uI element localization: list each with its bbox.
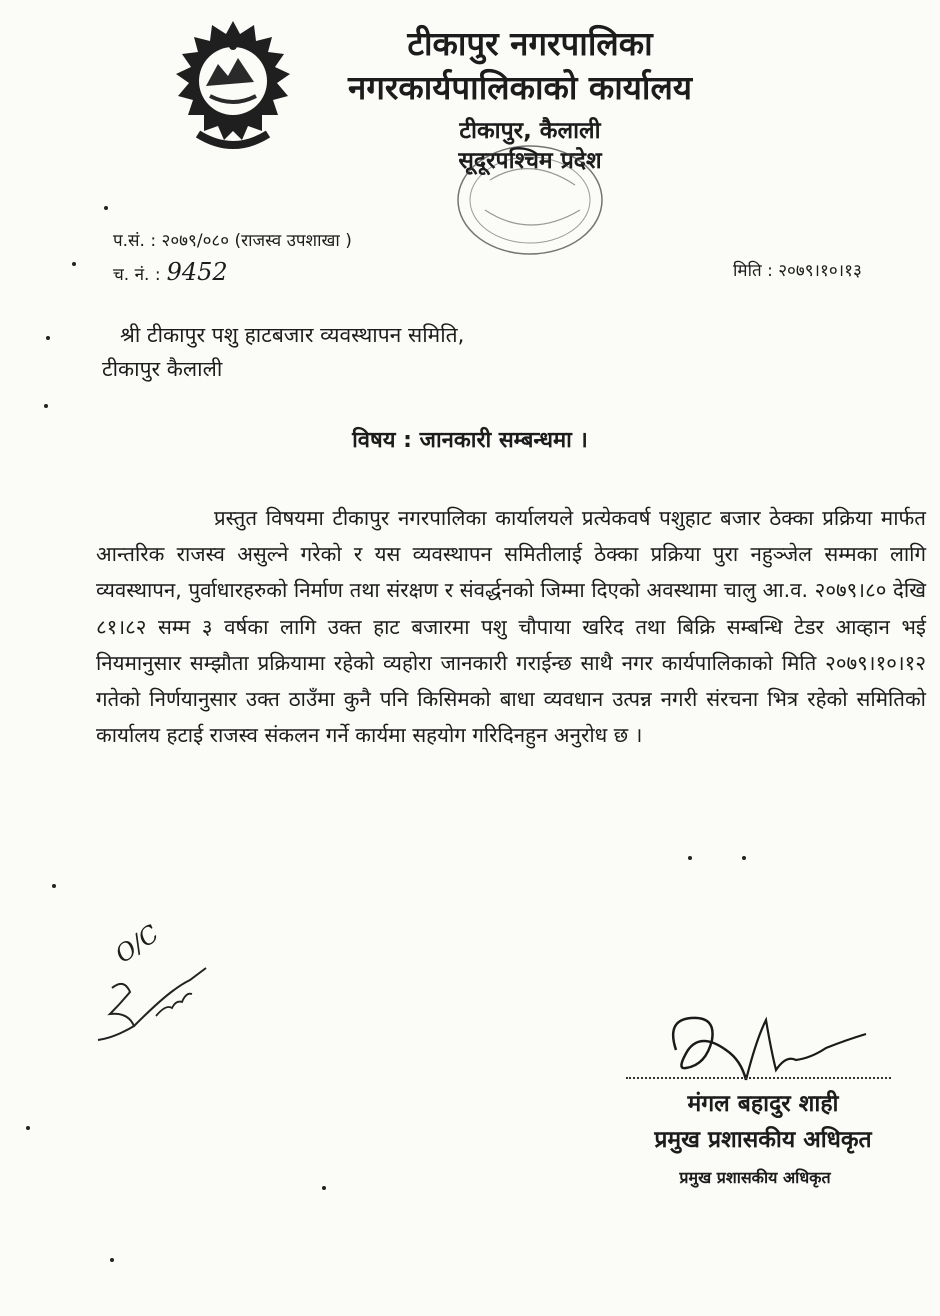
nepal-emblem-icon bbox=[158, 16, 308, 166]
recipient-block bbox=[102, 318, 465, 386]
scan-speck bbox=[688, 856, 692, 860]
signature-line bbox=[626, 1077, 891, 1079]
initials-scribble-icon bbox=[90, 930, 230, 1060]
scan-speck bbox=[322, 1186, 326, 1190]
recipient-name: श्री टीकापुर पशु हाटबजार व्यवस्थापन समिति, bbox=[120, 323, 465, 347]
dispatch-number bbox=[113, 258, 228, 286]
letter-body: प्रस्तुत विषयमा टीकापुर नगरपालिका कार्यालयले प्रत्येकवर्ष पशुहाट बजार ठेक्का प्रक्रिया मार्फत आन्तरिक राजस्व असुल्ने गरेको र यस व्यवस्थापन समितीलाई ठेक्का प्रक्रिया पुरा नहुञ्जेल सम्मका लागि व्यवस्थापन, पुर्वाधारहरुको निर्माण तथा संरक्षण र संवर्द्धनको जिम्मा दिएको अवस्थामा चालु आ.व. २०७९।८० देखि ८१।८२ सम्म ३ वर्षका लागि उक्त हाट बजारमा पशु चौपाया खरिद तथा बिक्रि सम्बन्धि टेडर आव्हान भई नियमानुसार सम्झौता प्रक्रियामा रहेको व्यहोरा जानकारी गराईन्छ साथै नगर कार्यपालिकाको मिति २०७९।१०।१२ गतेको निर्णयानुसार उक्त ठाउँमा कुनै पनि किसिमको बाधा व्यवधान उत्पन्न नगरी संरचना भित्र रहेको समितिको कार्यालय हटाई राजस्व संकलन गर्ने कार्यमा सहयोग गरिदिनहुन अनुरोध छ । bbox=[96, 506, 926, 748]
province-name: सूदूरपश्चिम प्रदेश bbox=[458, 148, 602, 174]
signatory-name: मंगल बहादुर शाही bbox=[687, 1091, 839, 1117]
municipality-name: टीकापुर नगरपालिका bbox=[407, 24, 653, 63]
scan-speck bbox=[72, 262, 76, 266]
scan-speck bbox=[44, 404, 48, 408]
signatory-title: प्रमुख प्रशासकीय अधिकृत bbox=[654, 1127, 872, 1153]
letter-date: मिति : २०७९।१०।१३ bbox=[733, 261, 862, 281]
signatory-block bbox=[628, 1086, 898, 1158]
scan-speck bbox=[110, 1258, 114, 1262]
scan-speck bbox=[104, 206, 108, 210]
reference-number: प.सं. : २०७९/०८० (राजस्व उपशाखा ) bbox=[113, 231, 352, 251]
scan-speck bbox=[46, 336, 50, 340]
office-address: टीकापुर, कैलाली bbox=[459, 118, 601, 144]
scan-speck bbox=[52, 884, 56, 888]
signatory-rubber-stamp: प्रमुख प्रशासकीय अधिकृत bbox=[679, 1168, 831, 1187]
office-name: नगरकार्यपालिकाको कार्यालय bbox=[348, 68, 692, 107]
dispatch-value: 9452 bbox=[166, 258, 228, 286]
subject-line: विषय : जानकारी सम्बन्धमा । bbox=[352, 428, 588, 453]
scan-speck bbox=[742, 856, 746, 860]
scan-speck bbox=[26, 1126, 30, 1130]
handwritten-note bbox=[90, 919, 230, 1060]
office-seal-icon bbox=[450, 140, 610, 260]
dispatch-label: च. नं. : bbox=[113, 265, 161, 285]
handwritten-note-text: O/C bbox=[110, 919, 164, 969]
recipient-address: टीकापुर कैलाली bbox=[102, 357, 223, 381]
